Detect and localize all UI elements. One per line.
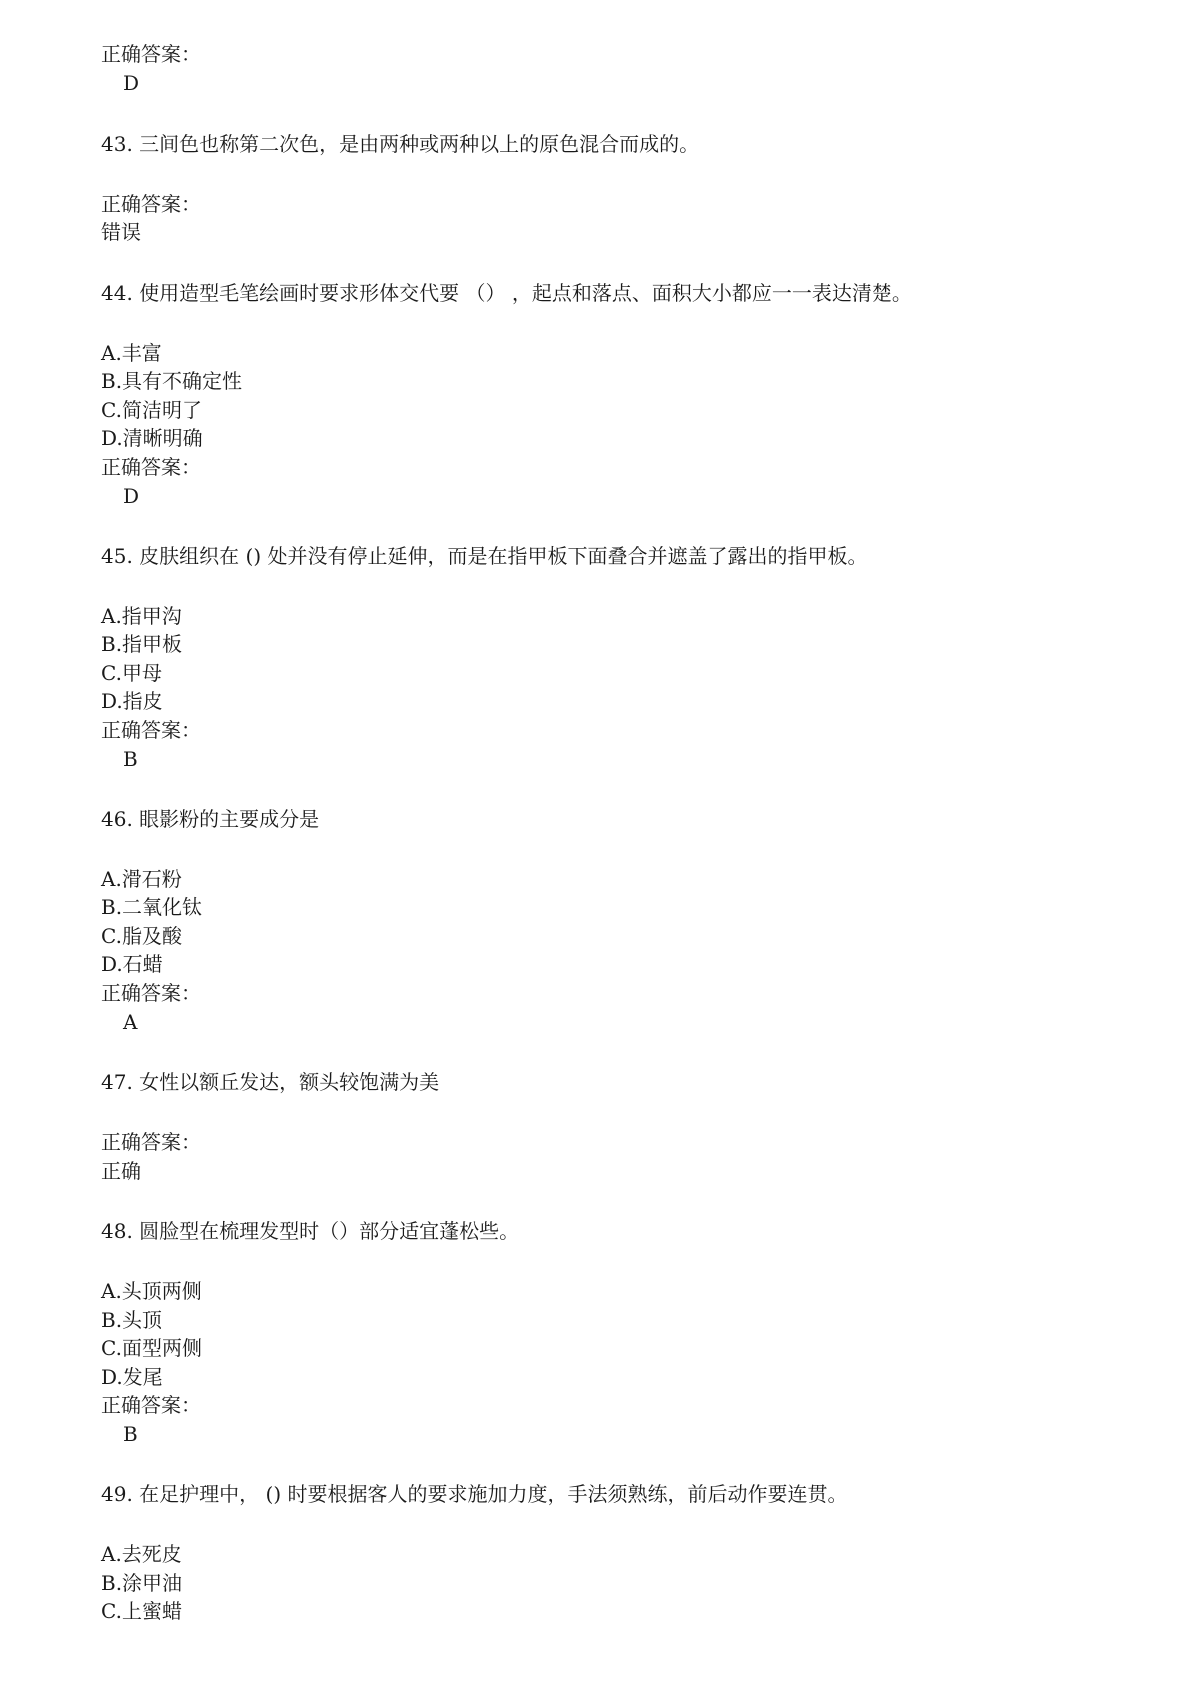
question-48: 48. 圆脸型在梳理发型时（）部分适宜蓬松些。 [101,1219,520,1243]
answer-value: D [123,71,140,95]
answer-label: 正确答案： [101,455,201,479]
option-c: C.脂及酸 [101,924,182,948]
question-45: 45. 皮肤组织在 () 处并没有停止延伸，而是在指甲板下面叠合并遮盖了露出的指甲板。 [101,544,868,568]
option-c: C.面型两侧 [101,1336,202,1360]
answer-label: 正确答案： [101,1393,201,1417]
option-b: B.具有不确定性 [101,369,243,393]
option-c: C.简洁明了 [101,398,202,422]
option-a: A.滑石粉 [101,867,182,891]
question-43: 43. 三间色也称第二次色，是由两种或两种以上的原色混合而成的。 [101,132,700,156]
question-49: 49. 在足护理中， () 时要根据客人的要求施加力度，手法须熟练，前后动作要连贯。 [101,1482,848,1506]
answer-label: 正确答案： [101,718,201,742]
question-46: 46. 眼影粉的主要成分是 [101,807,320,831]
option-d: D.清晰明确 [101,426,203,450]
answer-label: 正确答案： [101,981,201,1005]
answer-value: 错误 [101,220,141,244]
question-44: 44. 使用造型毛笔绘画时要求形体交代要 （） ，起点和落点、面积大小都应一一表达清楚。 [101,281,912,305]
answer-value: B [123,747,138,771]
answer-label: 正确答案： [101,42,201,66]
option-b: B.二氧化钛 [101,895,203,919]
option-a: A.头顶两侧 [101,1279,202,1303]
option-b: B.头顶 [101,1308,163,1332]
answer-value: B [123,1422,138,1446]
answer-value: A [123,1010,138,1034]
option-b: B.涂甲油 [101,1571,183,1595]
option-a: A.指甲沟 [101,604,182,628]
option-d: D.石蜡 [101,952,163,976]
answer-label: 正确答案： [101,192,201,216]
option-d: D.指皮 [101,689,163,713]
option-c: C.甲母 [101,661,162,685]
option-a: A.去死皮 [101,1542,182,1566]
answer-label: 正确答案： [101,1130,201,1154]
option-b: B.指甲板 [101,632,183,656]
answer-value: 正确 [101,1159,141,1183]
option-d: D.发尾 [101,1365,163,1389]
question-47: 47. 女性以额丘发达，额头较饱满为美 [101,1070,440,1094]
option-c: C.上蜜蜡 [101,1599,182,1623]
option-a: A.丰富 [101,341,162,365]
answer-value: D [123,484,140,508]
